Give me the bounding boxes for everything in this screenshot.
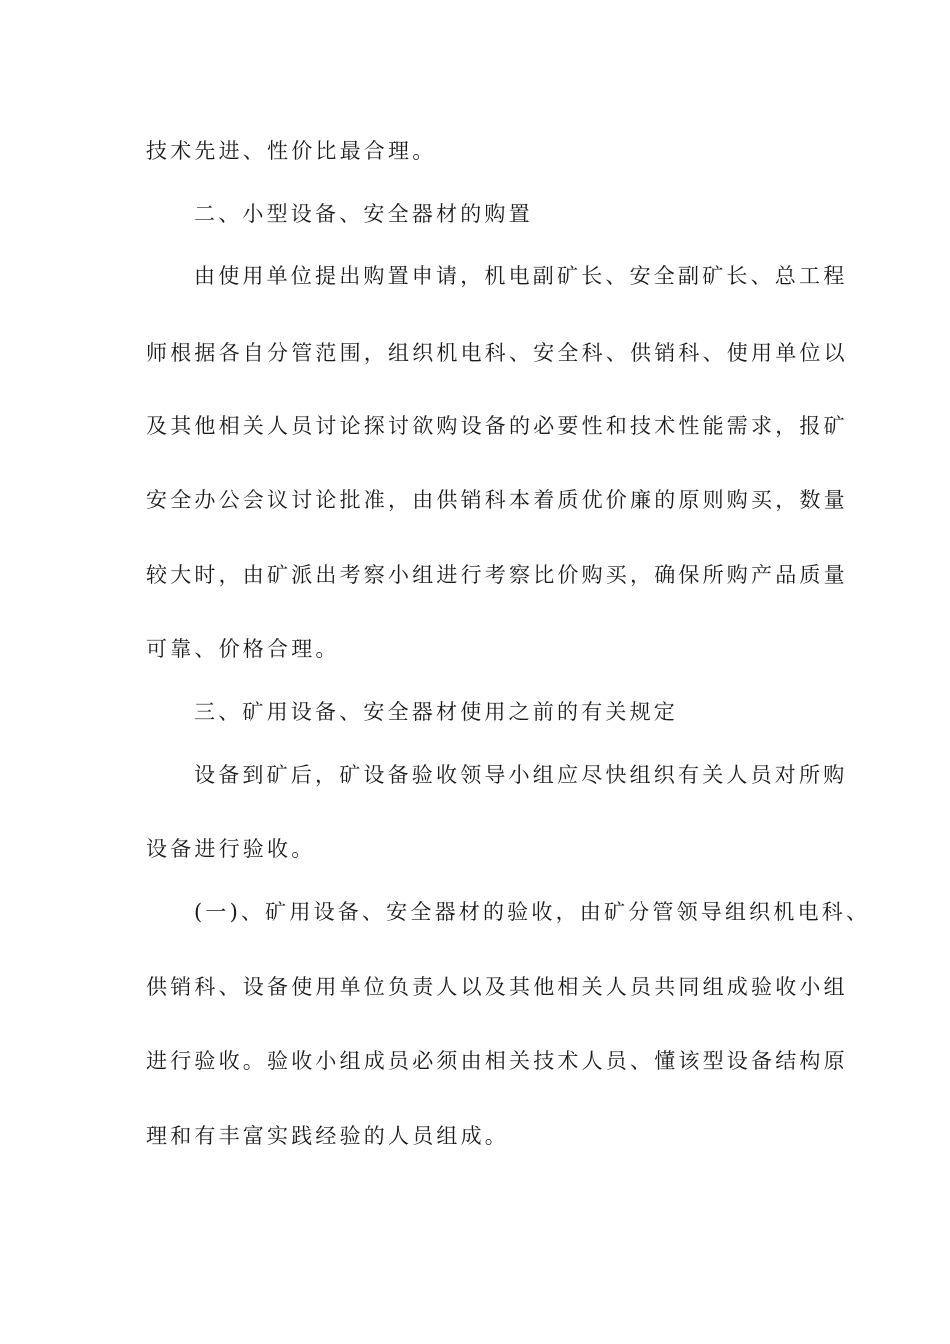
paragraph-line: (一)、矿用设备、安全器材的验收，由矿分管领导组织机电科、 [194,900,871,924]
paragraph-line: 进行验收。验收小组成员必须由相关技术人员、懂该型设备结构原 [146,1049,848,1073]
paragraph-line: 师根据各自分管范围，组织机电科、安全科、供销科、使用单位以 [146,341,848,365]
paragraph-line: 较大时，由矿派出考察小组进行考察比价购买，确保所购产品质量 [146,563,848,587]
section-heading: 二、小型设备、安全器材的购置 [194,202,533,226]
paragraph-line: 由使用单位提出购置申请，机电副矿长、安全副矿长、总工程 [194,264,848,288]
paragraph-line: 供销科、设备使用单位负责人以及其他相关人员共同组成验收小组 [146,975,848,999]
section-heading: 三、矿用设备、安全器材使用之前的有关规定 [194,700,678,724]
paragraph-line: 及其他相关人员讨论探讨欲购设备的必要性和技术性能需求，报矿 [146,414,848,438]
paragraph-line: 技术先进、性价比最合理。 [146,139,437,163]
paragraph-line: 安全办公会议讨论批准，由供销科本着质优价廉的原则购买，数量 [146,488,848,512]
paragraph-line: 设备进行验收。 [146,837,316,861]
paragraph-line: 理和有丰富实践经验的人员组成。 [146,1124,509,1148]
paragraph-line: 设备到矿后，矿设备验收领导小组应尽快组织有关人员对所购 [194,763,848,787]
paragraph-line: 可靠、价格合理。 [146,637,340,661]
